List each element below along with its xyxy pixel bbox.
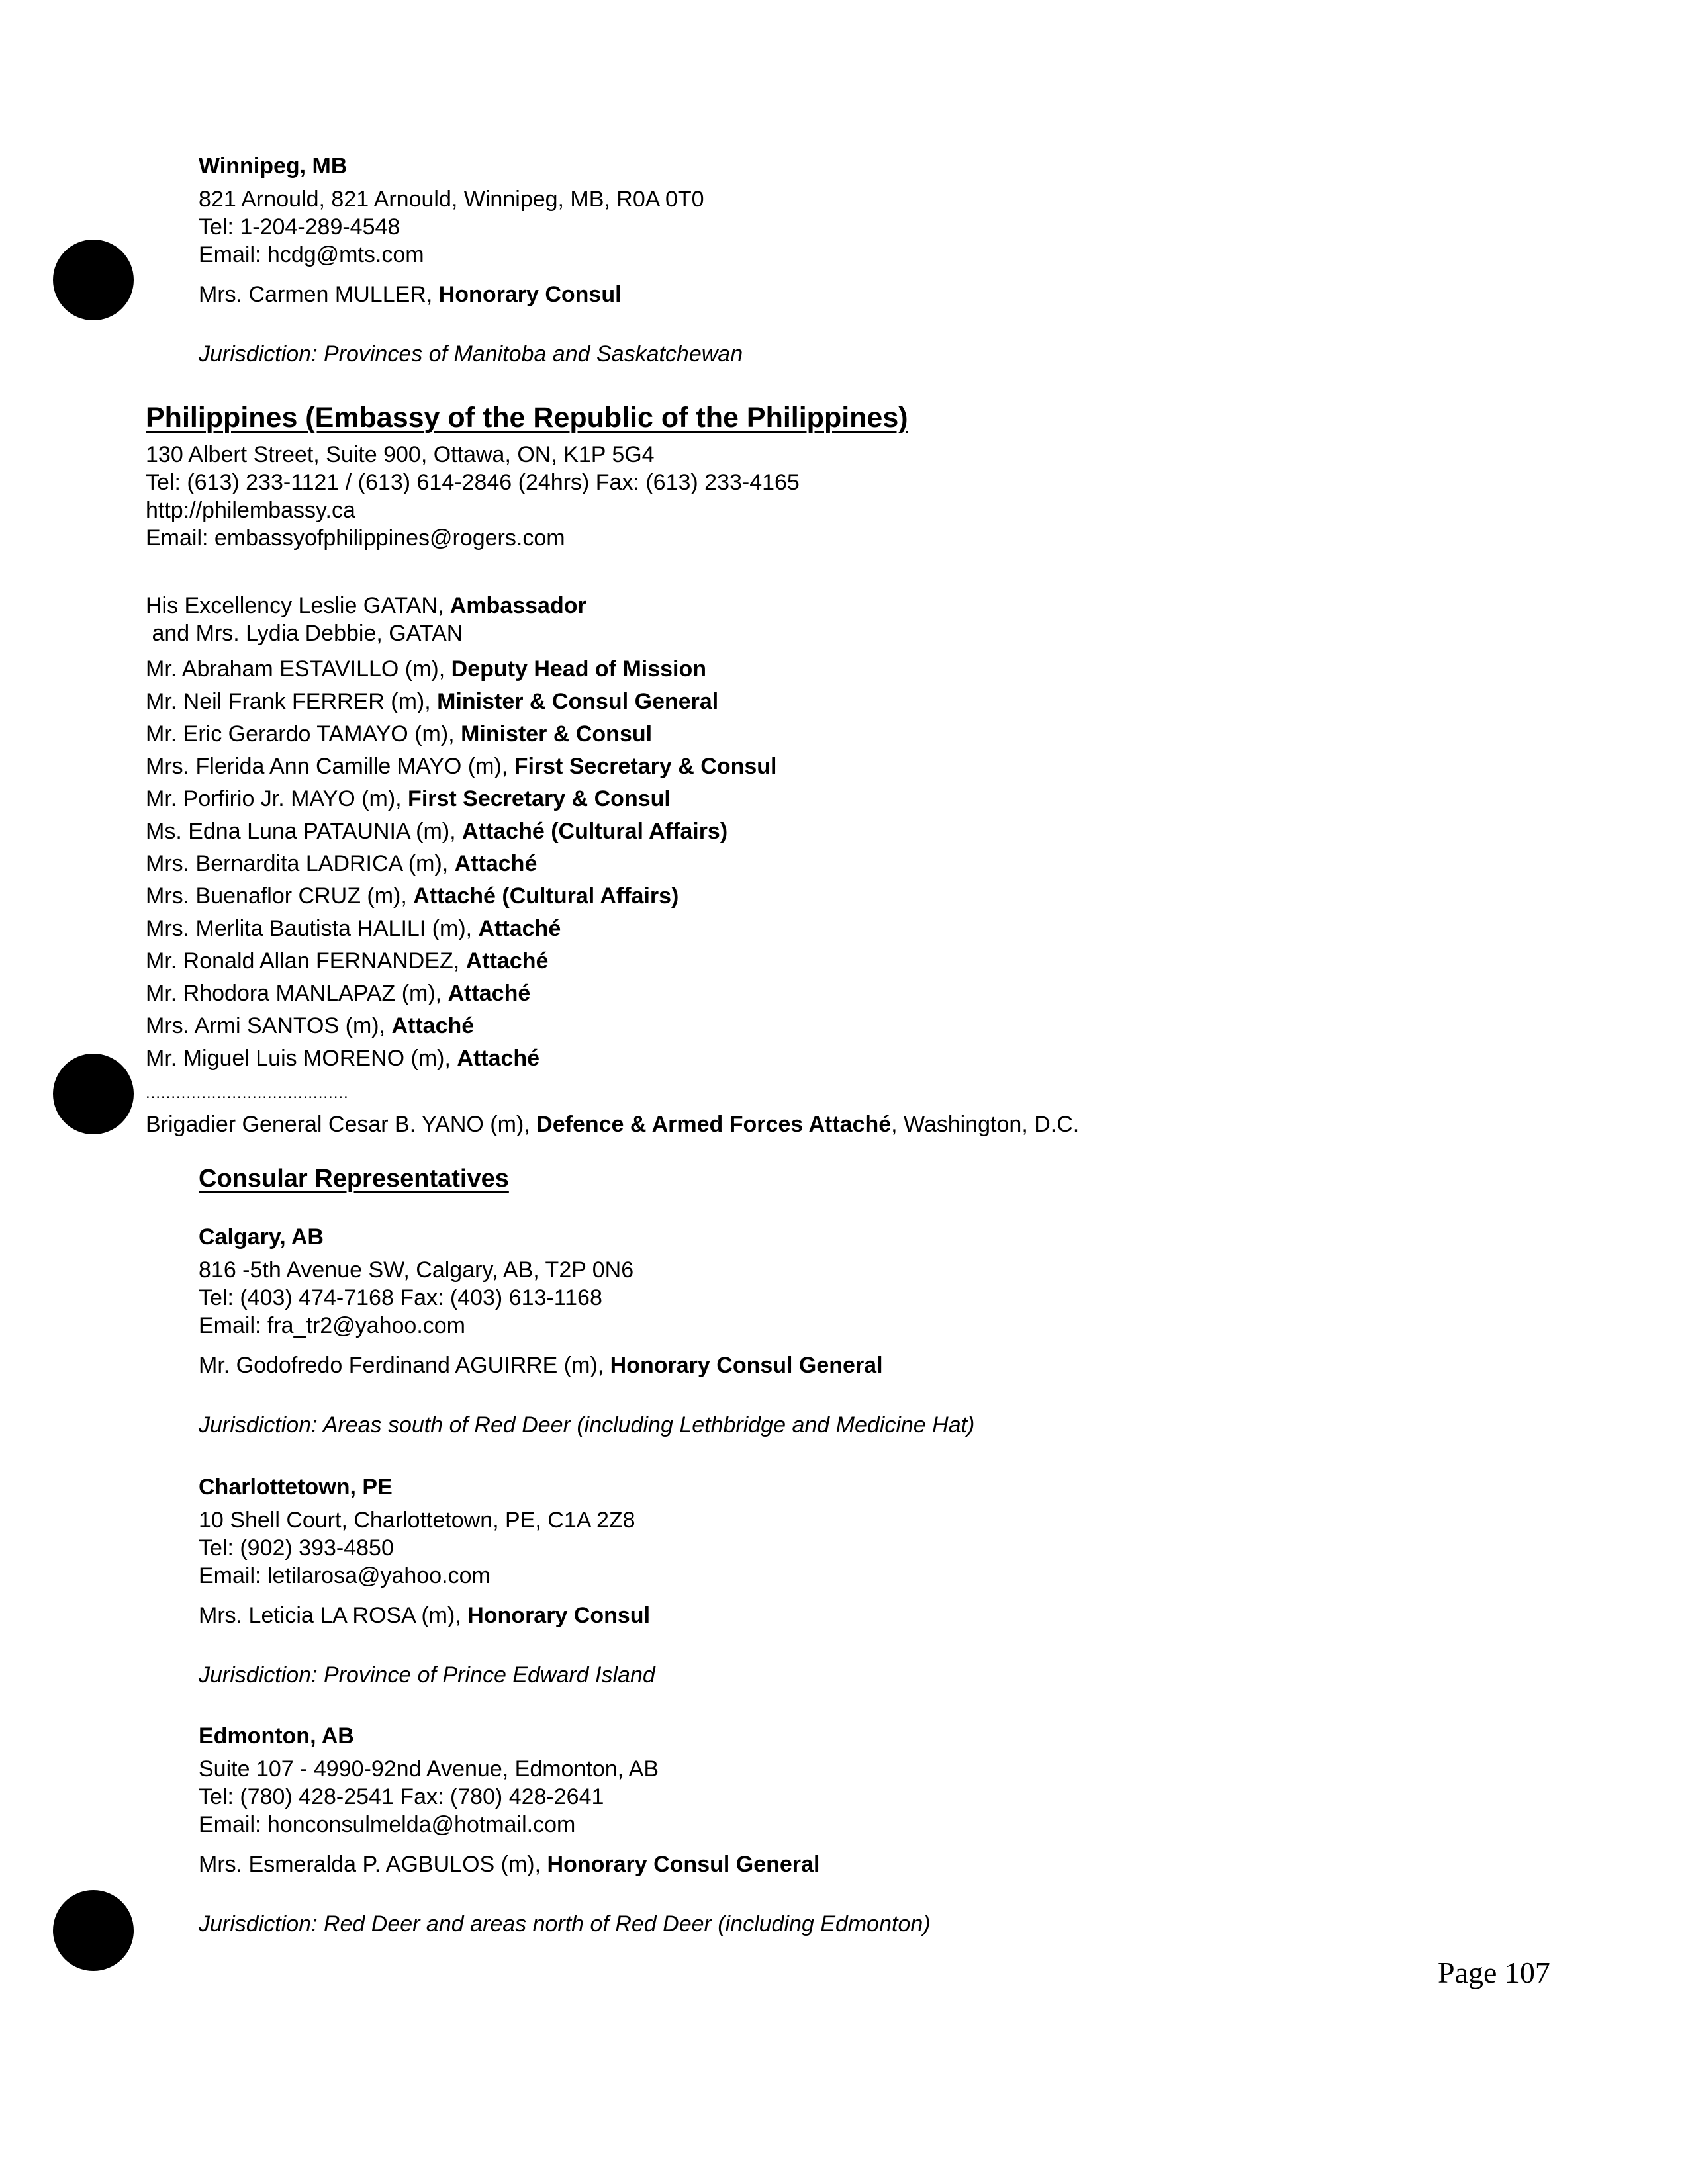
person-name: Mrs. Leticia LA ROSA (m),	[199, 1603, 468, 1628]
city-heading: Charlottetown, PE	[199, 1475, 393, 1500]
telephone: Tel: (780) 428-2541 Fax: (780) 428-2641	[199, 1784, 604, 1809]
staff-name: Mr. Porfirio Jr. MAYO (m),	[146, 786, 408, 811]
staff-entry	[146, 982, 776, 1005]
city-heading: Calgary, AB	[199, 1224, 324, 1250]
person-name: Mrs. Carmen MULLER,	[199, 282, 439, 307]
binder-hole-bottom	[53, 1890, 134, 1971]
address: 10 Shell Court, Charlottetown, PE, C1A 2Z8	[199, 1508, 635, 1533]
embassy-heading: Philippines (Embassy of the Republic of the Philippines)	[146, 402, 908, 433]
person-title: Honorary Consul General	[547, 1852, 820, 1877]
staff-title: Attaché	[465, 948, 549, 974]
staff-entry	[146, 950, 776, 972]
address: Suite 107 - 4990-92nd Avenue, Edmonton, AB	[199, 1756, 659, 1782]
staff-title: Attaché (Cultural Affairs)	[462, 819, 728, 844]
embassy-website: http://philembassy.ca	[146, 498, 355, 523]
staff-name: Mr. Ronald Allan FERNANDEZ,	[146, 948, 466, 974]
staff-entry	[146, 917, 776, 940]
embassy-telephone: Tel: (613) 233-1121 / (613) 614-2846 (24hrs) Fax: (613) 233-4165	[146, 470, 800, 495]
consul-entry	[199, 1354, 883, 1377]
defence-title: Defence & Armed Forces Attaché	[536, 1112, 892, 1137]
staff-entry	[146, 885, 776, 907]
jurisdiction: Jurisdiction: Provinces of Manitoba and Saskatchewan	[199, 341, 743, 367]
email: Email: fra_tr2@yahoo.com	[199, 1313, 466, 1338]
staff-title: Deputy Head of Mission	[451, 657, 707, 682]
binder-hole-middle	[53, 1054, 134, 1134]
email: Email: hcdg@mts.com	[199, 242, 424, 267]
staff-name: Mrs. Flerida Ann Camille MAYO (m),	[146, 754, 514, 779]
staff-entry	[146, 852, 776, 875]
staff-title: Minister & Consul General	[437, 689, 719, 714]
consul-entry	[199, 1853, 820, 1876]
defence-name: Brigadier General Cesar B. YANO (m),	[146, 1112, 537, 1137]
staff-entry	[146, 658, 776, 680]
staff-entry	[146, 690, 776, 713]
staff-title: Attaché	[478, 916, 561, 941]
staff-name: Mr. Abraham ESTAVILLO (m),	[146, 657, 451, 682]
consul-entry	[199, 1604, 650, 1627]
staff-name: Mr. Rhodora MANLAPAZ (m),	[146, 981, 448, 1006]
email: Email: letilarosa@yahoo.com	[199, 1563, 491, 1588]
staff-name: Ms. Edna Luna PATAUNIA (m),	[146, 819, 463, 844]
ambassador-spouse: and Mrs. Lydia Debbie, GATAN	[146, 621, 463, 646]
staff-entry	[146, 820, 776, 842]
staff-name: Mrs. Armi SANTOS (m),	[146, 1013, 392, 1038]
email: Email: honconsulmelda@hotmail.com	[199, 1812, 576, 1837]
jurisdiction: Jurisdiction: Areas south of Red Deer (including Lethbridge and Medicine Hat)	[199, 1412, 975, 1437]
staff-title: Minister & Consul	[461, 721, 653, 747]
person-name: Mrs. Esmeralda P. AGBULOS (m),	[199, 1852, 547, 1877]
dotted-separator: ........................................	[146, 1084, 349, 1102]
consular-heading: Consular Representatives	[199, 1165, 509, 1193]
ambassador-name: His Excellency Leslie GATAN,	[146, 593, 450, 618]
city-heading: Winnipeg, MB	[199, 154, 348, 179]
ambassador-title: Ambassador	[449, 593, 586, 618]
staff-list	[146, 658, 776, 1079]
embassy-address: 130 Albert Street, Suite 900, Ottawa, ON, K1P 5G4	[146, 442, 655, 467]
staff-name: Mrs. Buenaflor CRUZ (m),	[146, 884, 414, 909]
address: 816 -5th Avenue SW, Calgary, AB, T2P 0N6	[199, 1257, 634, 1283]
staff-entry	[146, 755, 776, 778]
person-title: Honorary Consul General	[610, 1353, 883, 1378]
staff-title: First Secretary & Consul	[408, 786, 671, 811]
person-title: Honorary Consul	[438, 282, 622, 307]
staff-title: Attaché	[454, 851, 538, 876]
staff-title: Attaché	[447, 981, 531, 1006]
staff-entry	[146, 723, 776, 745]
defence-location: , Washington, D.C.	[891, 1112, 1080, 1137]
jurisdiction: Jurisdiction: Province of Prince Edward Island	[199, 1662, 655, 1688]
defence-attache-entry	[146, 1113, 1079, 1136]
staff-entry	[146, 1047, 776, 1069]
staff-name: Mrs. Merlita Bautista HALILI (m),	[146, 916, 479, 941]
person-name: Mr. Godofredo Ferdinand AGUIRRE (m),	[199, 1353, 610, 1378]
person-title: Honorary Consul	[467, 1603, 651, 1628]
telephone: Tel: (403) 474-7168 Fax: (403) 613-1168	[199, 1285, 602, 1310]
staff-name: Mr. Miguel Luis MORENO (m),	[146, 1046, 457, 1071]
staff-entry	[146, 1015, 776, 1037]
staff-name: Mr. Eric Gerardo TAMAYO (m),	[146, 721, 461, 747]
telephone: Tel: 1-204-289-4548	[199, 214, 400, 240]
telephone: Tel: (902) 393-4850	[199, 1535, 394, 1561]
jurisdiction: Jurisdiction: Red Deer and areas north of Red Deer (including Edmonton)	[199, 1911, 931, 1936]
embassy-email: Email: embassyofphilippines@rogers.com	[146, 525, 565, 551]
staff-entry	[146, 788, 776, 810]
city-heading: Edmonton, AB	[199, 1723, 354, 1749]
staff-title: Attaché	[391, 1013, 475, 1038]
binder-hole-top	[53, 240, 134, 320]
staff-title: Attaché (Cultural Affairs)	[413, 884, 679, 909]
consul-entry	[199, 283, 622, 306]
staff-title: Attaché	[457, 1046, 540, 1071]
address: 821 Arnould, 821 Arnould, Winnipeg, MB, R0A 0T0	[199, 187, 704, 212]
staff-name: Mrs. Bernardita LADRICA (m),	[146, 851, 455, 876]
page-number: Page 107	[1438, 1956, 1550, 1989]
staff-name: Mr. Neil Frank FERRER (m),	[146, 689, 438, 714]
ambassador-entry	[146, 594, 586, 617]
staff-title: First Secretary & Consul	[514, 754, 777, 779]
